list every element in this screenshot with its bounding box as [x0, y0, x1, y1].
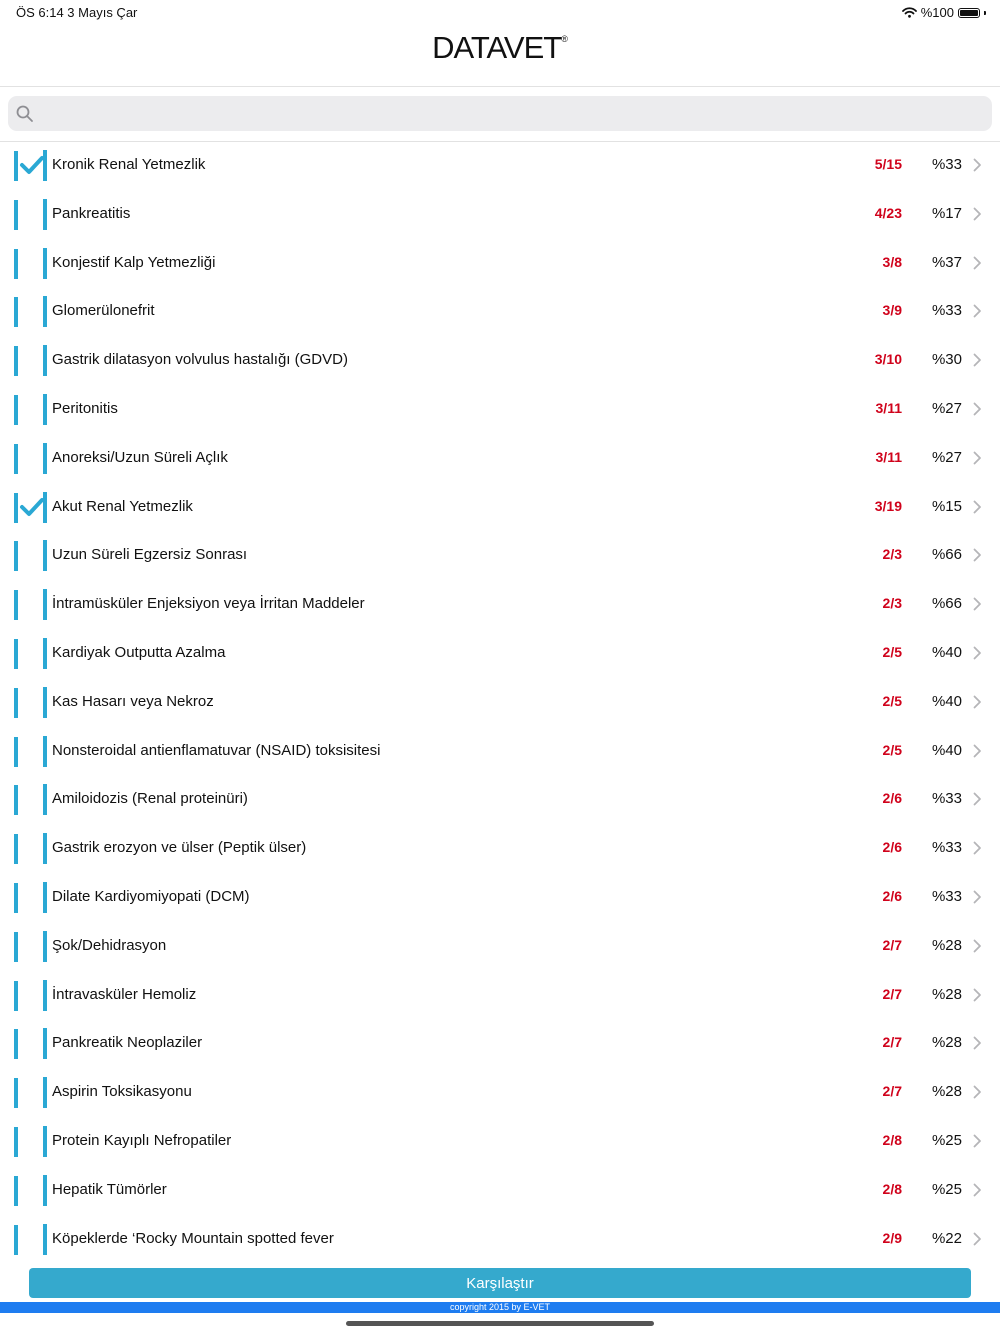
list-item[interactable] — [0, 727, 1000, 776]
status-time: ÖS 6:14 3 Mayıs Çar — [16, 5, 138, 20]
chevron-right-icon[interactable] — [973, 1085, 982, 1099]
row-percent: %28 — [931, 1083, 962, 1101]
row-accent-bar — [43, 1224, 47, 1255]
chevron-right-icon[interactable] — [973, 1134, 982, 1148]
chevron-right-icon[interactable] — [973, 158, 982, 172]
row-label: Amiloidozis (Renal proteinüri) — [52, 790, 248, 808]
row-accent-bar — [43, 443, 47, 474]
chevron-right-icon[interactable] — [973, 1232, 982, 1246]
search-input[interactable] — [42, 96, 986, 133]
list-item[interactable] — [0, 239, 1000, 288]
row-accent-bar — [43, 150, 47, 181]
row-percent: %40 — [931, 741, 962, 759]
checkbox[interactable] — [14, 200, 46, 230]
compare-button[interactable]: Karşılaştır — [29, 1268, 971, 1298]
row-percent: %66 — [931, 546, 962, 564]
row-percent: %40 — [931, 643, 962, 661]
checkbox[interactable] — [14, 1029, 46, 1059]
app-header — [0, 24, 1000, 87]
battery-cap — [984, 11, 986, 15]
row-count: 3/11 — [875, 399, 902, 416]
checkbox[interactable] — [14, 1078, 46, 1108]
checkbox[interactable] — [14, 883, 46, 913]
row-accent-bar — [43, 589, 47, 620]
list-item[interactable] — [0, 1215, 1000, 1264]
row-percent: %25 — [931, 1180, 962, 1198]
row-count: 3/9 — [882, 302, 902, 319]
row-label: Dilate Kardiyomiyopati (DCM) — [52, 887, 250, 905]
row-accent-bar — [43, 394, 47, 425]
list-item[interactable] — [0, 287, 1000, 336]
row-percent: %33 — [931, 156, 962, 173]
checkbox[interactable] — [14, 1127, 46, 1157]
checkbox[interactable] — [14, 249, 46, 279]
row-accent-bar — [43, 1077, 47, 1108]
row-percent: %40 — [931, 692, 962, 710]
row-percent: %27 — [931, 399, 962, 417]
chevron-right-icon[interactable] — [973, 207, 982, 221]
row-label: Uzun Süreli Egzersiz Sonrası — [52, 546, 248, 564]
row-label: Kronik Renal Yetmezlik — [52, 156, 206, 173]
row-percent: %15 — [931, 497, 962, 515]
status-bar — [0, 0, 1000, 24]
list-item[interactable] — [0, 1166, 1000, 1215]
checkbox[interactable] — [14, 444, 46, 474]
list-item[interactable] — [0, 1019, 1000, 1068]
row-count: 2/8 — [882, 1131, 902, 1148]
row-label: Hepatik Tümörler — [52, 1180, 167, 1198]
search-bar[interactable] — [8, 96, 992, 131]
chevron-right-icon[interactable] — [973, 353, 982, 367]
row-accent-bar — [43, 833, 47, 864]
list-item[interactable] — [0, 1117, 1000, 1166]
row-accent-bar — [43, 882, 47, 913]
list-item[interactable] — [0, 531, 1000, 580]
row-count: 2/5 — [882, 643, 902, 660]
checkbox[interactable] — [14, 1225, 46, 1255]
logo-text: DATAVET — [432, 30, 562, 65]
row-percent: %22 — [931, 1229, 962, 1247]
row-percent: %33 — [931, 302, 962, 320]
wifi-icon — [902, 7, 917, 18]
row-percent: %33 — [931, 839, 962, 857]
row-percent: %25 — [931, 1131, 962, 1149]
list-item[interactable] — [0, 434, 1000, 483]
row-label: İntramüsküler Enjeksiyon veya İrritan Maddeler — [52, 595, 365, 613]
row-label: Kas Hasarı veya Nekroz — [52, 692, 214, 710]
row-label: Gastrik erozyon ve ülser (Peptik ülser) — [52, 839, 307, 857]
checkbox[interactable] — [14, 541, 46, 571]
row-label: Akut Renal Yetmezlik — [52, 497, 193, 515]
checkmark-icon — [19, 155, 45, 175]
row-label: Konjestif Kalp Yetmezliği — [52, 253, 216, 271]
row-label: Şok/Dehidrasyon — [52, 936, 167, 954]
row-count: 2/6 — [882, 839, 902, 856]
checkbox[interactable] — [14, 981, 46, 1011]
chevron-right-icon[interactable] — [973, 792, 982, 806]
checkbox[interactable] — [14, 297, 46, 327]
chevron-right-icon[interactable] — [973, 841, 982, 855]
list-item[interactable] — [0, 629, 1000, 678]
checkbox[interactable] — [14, 785, 46, 815]
chevron-right-icon[interactable] — [973, 988, 982, 1002]
row-count: 2/7 — [882, 936, 902, 953]
row-count: 3/19 — [874, 497, 902, 514]
row-count: 2/3 — [882, 546, 902, 563]
list-item[interactable] — [0, 971, 1000, 1020]
row-count: 5/15 — [874, 156, 902, 172]
row-count: 2/6 — [882, 790, 902, 807]
chevron-right-icon[interactable] — [973, 304, 982, 318]
row-accent-bar — [43, 1126, 47, 1157]
row-label: İntravasküler Hemoliz — [52, 985, 197, 1003]
chevron-right-icon[interactable] — [973, 1036, 982, 1050]
checkbox[interactable] — [14, 737, 46, 767]
row-percent: %33 — [931, 790, 962, 808]
row-accent-bar — [43, 638, 47, 669]
list-item[interactable] — [0, 922, 1000, 971]
row-accent-bar — [43, 199, 47, 230]
checkbox[interactable] — [14, 346, 46, 376]
row-percent: %33 — [931, 887, 962, 905]
row-label: Nonsteroidal antienflamatuvar (NSAID) toksisitesi — [52, 741, 381, 759]
row-label: Gastrik dilatasyon volvulus hastalığı (GDVD) — [52, 351, 348, 369]
row-count: 2/9 — [882, 1229, 902, 1246]
checkbox[interactable] — [14, 688, 46, 718]
list-item[interactable] — [0, 824, 1000, 873]
chevron-right-icon[interactable] — [973, 939, 982, 953]
chevron-right-icon[interactable] — [973, 1183, 982, 1197]
row-accent-bar — [43, 980, 47, 1011]
list-item[interactable] — [0, 678, 1000, 727]
row-label: Pankreatik Neoplaziler — [52, 1034, 203, 1052]
checkbox[interactable] — [14, 1176, 46, 1206]
row-label: Protein Kayıplı Nefropatiler — [52, 1131, 232, 1149]
row-label: Kardiyak Outputta Azalma — [52, 643, 226, 661]
row-count: 2/8 — [882, 1180, 902, 1197]
row-percent: %28 — [931, 936, 962, 954]
row-accent-bar — [43, 296, 47, 327]
chevron-right-icon[interactable] — [973, 500, 982, 514]
checkbox[interactable] — [14, 395, 46, 425]
row-percent: %17 — [931, 204, 962, 222]
row-accent-bar — [43, 784, 47, 815]
chevron-right-icon[interactable] — [973, 744, 982, 758]
row-count: 2/7 — [882, 1083, 902, 1100]
checkmark-icon — [19, 497, 45, 517]
list-item[interactable] — [0, 336, 1000, 385]
list-item[interactable] — [0, 141, 1000, 190]
chevron-right-icon[interactable] — [973, 597, 982, 611]
row-label: Köpeklerde ‘Rocky Mountain spotted fever — [52, 1229, 334, 1247]
checkbox[interactable] — [14, 493, 46, 523]
home-indicator[interactable] — [346, 1321, 654, 1326]
battery-icon — [958, 8, 980, 18]
checkbox[interactable] — [14, 590, 46, 620]
logo-registered-mark: ® — [561, 34, 568, 44]
row-label: Pankreatitis — [52, 204, 131, 222]
row-count: 2/6 — [882, 887, 902, 904]
row-count: 2/5 — [882, 692, 902, 709]
row-accent-bar — [43, 540, 47, 571]
checkbox[interactable] — [14, 834, 46, 864]
checkbox[interactable] — [14, 932, 46, 962]
differential-diagnosis-list — [0, 141, 1000, 1263]
row-count: 2/3 — [882, 595, 902, 612]
list-item[interactable] — [0, 1068, 1000, 1117]
row-count: 3/8 — [882, 253, 902, 270]
row-label: Glomerülonefrit — [52, 302, 155, 320]
chevron-right-icon[interactable] — [973, 256, 982, 270]
chevron-right-icon[interactable] — [973, 890, 982, 904]
row-count: 2/7 — [882, 1034, 902, 1051]
list-item[interactable] — [0, 580, 1000, 629]
list-item[interactable] — [0, 190, 1000, 239]
row-accent-bar — [43, 736, 47, 767]
checkbox[interactable] — [14, 639, 46, 669]
row-accent-bar — [43, 931, 47, 962]
chevron-right-icon[interactable] — [973, 695, 982, 709]
chevron-right-icon[interactable] — [973, 451, 982, 465]
row-count: 2/7 — [882, 985, 902, 1002]
datavet-logo — [0, 30, 1000, 66]
row-accent-bar — [43, 248, 47, 279]
row-percent: %28 — [931, 1034, 962, 1052]
row-count: 2/5 — [882, 741, 902, 758]
row-percent: %28 — [931, 985, 962, 1003]
row-accent-bar — [43, 345, 47, 376]
row-count: 3/11 — [875, 448, 902, 465]
row-accent-bar — [43, 1175, 47, 1206]
row-percent: %37 — [931, 253, 962, 271]
row-count: 4/23 — [874, 204, 902, 221]
list-item[interactable] — [0, 385, 1000, 434]
chevron-right-icon[interactable] — [973, 402, 982, 416]
row-accent-bar — [43, 1028, 47, 1059]
chevron-right-icon[interactable] — [973, 646, 982, 660]
row-accent-bar — [43, 687, 47, 718]
search-icon — [16, 105, 34, 123]
list-item[interactable] — [0, 873, 1000, 922]
row-percent: %30 — [931, 351, 962, 369]
row-percent: %66 — [931, 595, 962, 613]
row-percent: %27 — [931, 448, 962, 466]
row-label: Anoreksi/Uzun Süreli Açlık — [52, 448, 228, 466]
copyright-footer: copyright 2015 by E-VET — [0, 1302, 1000, 1313]
row-label: Peritonitis — [52, 399, 118, 417]
row-label: Aspirin Toksikasyonu — [52, 1083, 192, 1101]
row-accent-bar — [43, 492, 47, 523]
row-count: 3/10 — [874, 351, 902, 368]
checkbox[interactable] — [14, 151, 46, 181]
list-item[interactable] — [0, 775, 1000, 824]
chevron-right-icon[interactable] — [973, 548, 982, 562]
list-item[interactable] — [0, 483, 1000, 532]
status-indicators — [902, 5, 986, 20]
battery-percent: %100 — [920, 5, 954, 20]
